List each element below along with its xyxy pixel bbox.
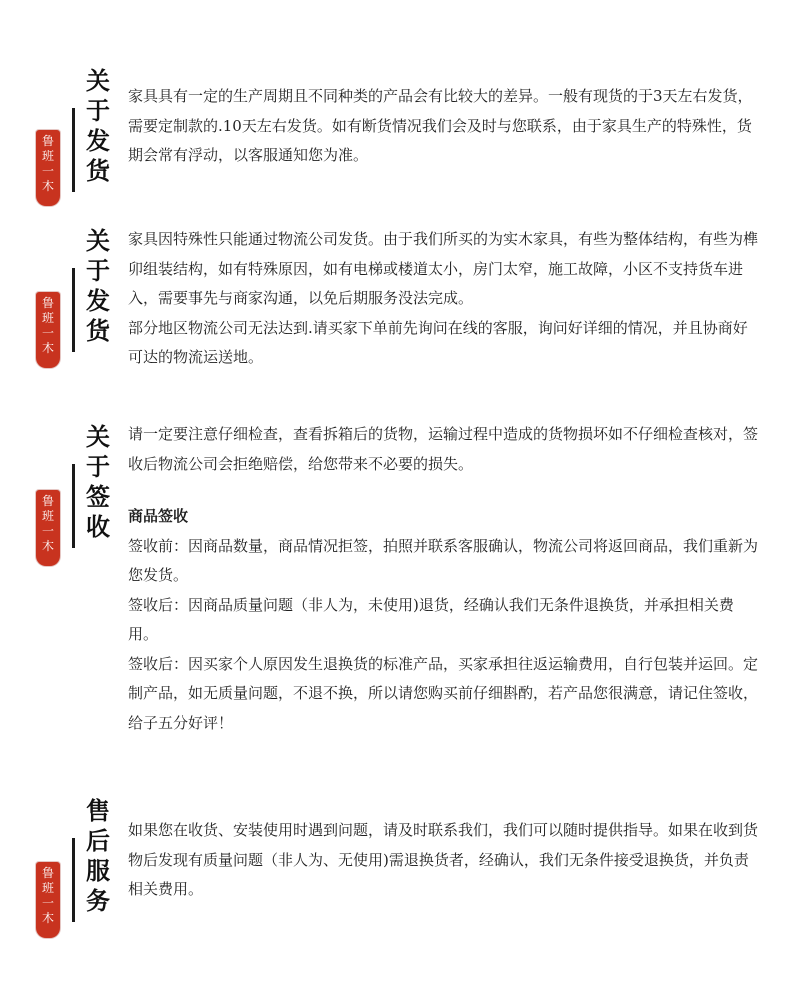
heading-char: 务 xyxy=(86,886,110,915)
seal-char: 鲁 xyxy=(41,866,54,880)
seal-char: 一 xyxy=(41,326,54,340)
paragraph: 部分地区物流公司无法达到.请买家下单前先询问在线的客服，询问好详细的情况，并且协商好可达的物流运送地。 xyxy=(128,318,748,366)
seal-char: 木 xyxy=(41,179,54,193)
seal-stamp-icon xyxy=(36,490,60,566)
heading-char: 服 xyxy=(86,856,110,885)
list-item: 签收后：因买家个人原因发生退换货的标准产品，买家承担往返运输费用，自行包装并运回。定制产品，如无质量问题，不退不换，所以请您购买前仔细斟酌，若产品您很满意，请记住签收，给子五分好评！ xyxy=(128,654,759,732)
section-heading xyxy=(80,226,116,346)
divider-line xyxy=(72,108,75,192)
heading-char: 签 xyxy=(86,482,110,511)
seal-char: 鲁 xyxy=(41,494,54,508)
seal-char: 木 xyxy=(41,341,54,355)
heading-char: 于 xyxy=(86,256,110,285)
divider-line xyxy=(72,268,75,352)
heading-char: 关 xyxy=(86,66,110,95)
seal-char: 一 xyxy=(41,896,54,910)
seal-char: 一 xyxy=(41,524,54,538)
heading-char: 发 xyxy=(86,126,110,155)
section-body xyxy=(128,225,758,373)
seal-char: 班 xyxy=(41,311,54,325)
heading-char: 于 xyxy=(86,96,110,125)
paragraph: 如果您在收货、安装使用时遇到问题，请及时联系我们，我们可以随时提供指导。如果在收到货物后发现有质量问题（非人为、无使用)需退换货者，经确认，我们无条件接受退换货，并负责相关费用。 xyxy=(128,821,759,898)
section-heading xyxy=(80,422,116,542)
section-heading xyxy=(80,66,116,186)
seal-char: 鲁 xyxy=(41,134,54,148)
seal-stamp-icon xyxy=(36,130,60,206)
heading-char: 发 xyxy=(86,286,110,315)
list-item: 签收后：因商品质量问题（非人为，未使用)退货，经确认我们无条件退换货，并承担相关费用。 xyxy=(128,595,734,643)
divider-line xyxy=(72,464,75,548)
section-body xyxy=(128,816,758,905)
seal-char: 鲁 xyxy=(41,296,54,310)
section-body xyxy=(128,420,758,738)
seal-char: 班 xyxy=(41,881,54,895)
divider-line xyxy=(72,838,75,922)
heading-char: 后 xyxy=(86,826,110,855)
heading-char: 关 xyxy=(86,422,110,451)
seal-stamp-icon xyxy=(36,292,60,368)
paragraph: 请一定要注意仔细检查，查看拆箱后的货物，运输过程中造成的货物损坏如不仔细检查核对，签收后物流公司会拒绝赔偿，给您带来不必要的损失。 xyxy=(128,425,759,473)
heading-char: 于 xyxy=(86,452,110,481)
heading-char: 货 xyxy=(86,156,110,185)
heading-char: 收 xyxy=(86,512,110,541)
section-heading xyxy=(80,796,116,916)
subheading: 商品签收 xyxy=(128,507,189,525)
list-item: 签收前：因商品数量，商品情况拒签，拍照并联系客服确认，物流公司将返回商品，我们重新为您发货。 xyxy=(128,536,759,584)
heading-char: 售 xyxy=(86,796,110,825)
heading-char: 关 xyxy=(86,226,110,255)
heading-char: 货 xyxy=(86,316,110,345)
paragraph: 家具具有一定的生产周期且不同种类的产品会有比较大的差异。一般有现货的于3天左右发货，需要定制款的.10天左右发货。如有断货情况我们会及时与您联系，由于家具生产的特殊性，货期会常有浮动，以客服通知您为准。 xyxy=(128,87,753,164)
seal-char: 班 xyxy=(41,149,54,163)
seal-char: 一 xyxy=(41,164,54,178)
section-body xyxy=(128,82,758,171)
seal-char: 木 xyxy=(41,539,54,553)
paragraph: 家具因特殊性只能通过物流公司发货。由于我们所买的为实木家具，有些为整体结构，有些为榫卯组装结构，如有特殊原因，如有电梯或楼道太小，房门太窄，施工故障，小区不支持货车进入，需要事先与商家沟通，以免后期服务没法完成。 xyxy=(128,230,759,307)
seal-char: 木 xyxy=(41,911,54,925)
seal-stamp-icon xyxy=(36,862,60,938)
seal-char: 班 xyxy=(41,509,54,523)
